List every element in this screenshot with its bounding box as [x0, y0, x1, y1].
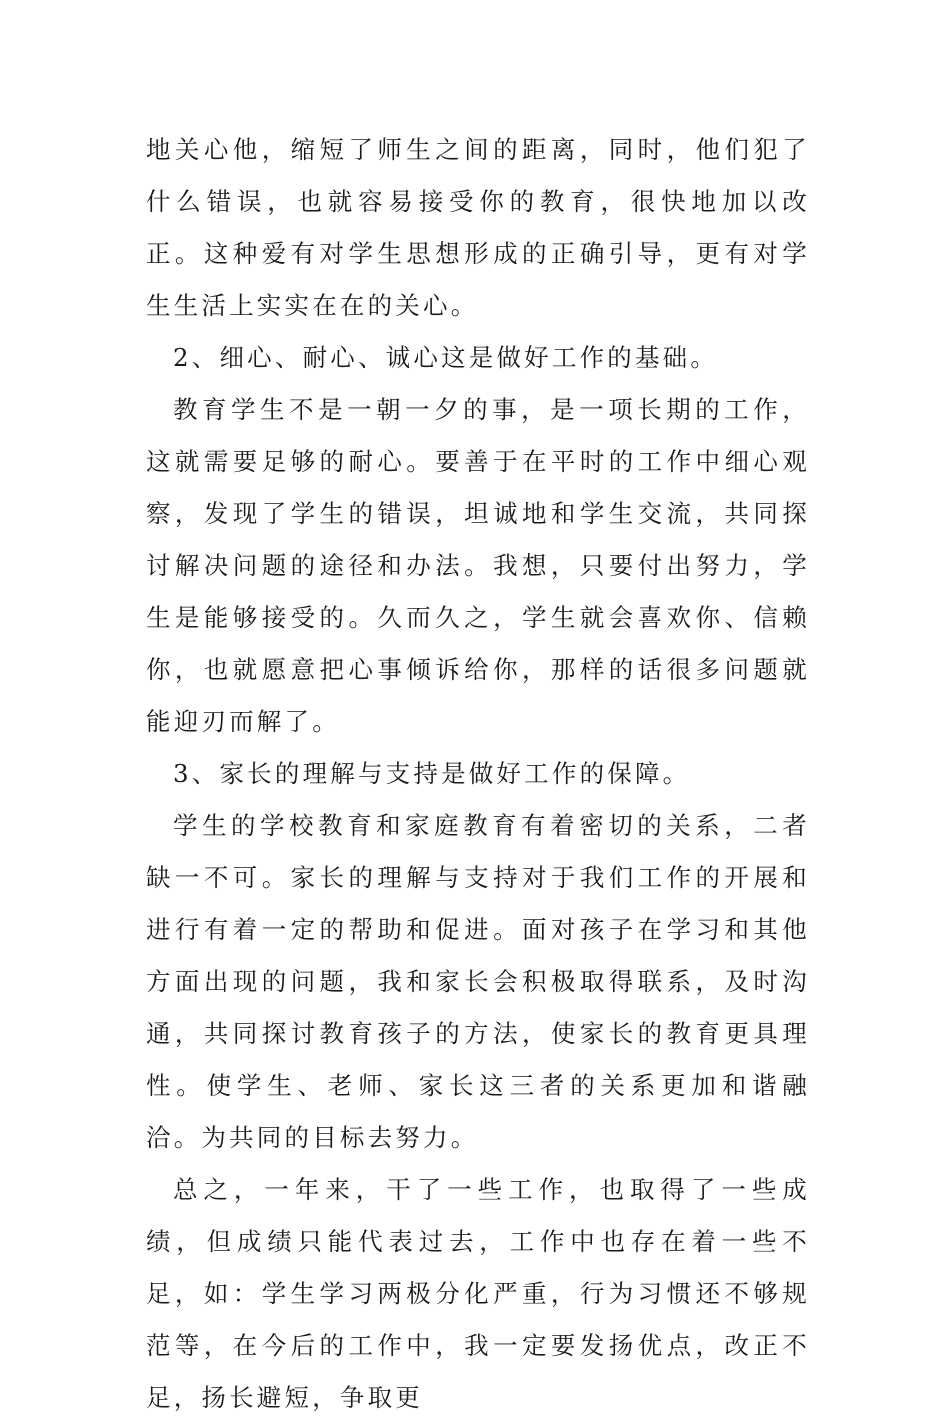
paragraph-parents: 学生的学校教育和家庭教育有着密切的关系，二者缺一不可。家长的理解与支持对于我们工作的开展和进行有着一定的帮助和促进。面对孩子在学习和其他方面出现的问题，我和家长会积极取得联系，及时沟通，共同探讨教育孩子的方法，使家长的教育更具理性。使学生、老师、家长这三者的关系更加和谐融洽。为共同的目标去努力。	[146, 811, 810, 1152]
paragraph-continuation: 地关心他，缩短了师生之间的距离，同时，他们犯了什么错误，也就容易接受你的教育，很快地加以改正。这种爱有对学生思想形成的正确引导，更有对学生生活上实实在在的关心。	[146, 135, 810, 320]
paragraph-summary: 总之，一年来，干了一些工作，也取得了一些成绩，但成绩只能代表过去，工作中也存在着一些不足，如：学生学习两极分化严重，行为习惯还不够规范等，在今后的工作中，我一定要发扬优点，改正不足，扬长避短，争取更	[146, 1175, 810, 1412]
paragraph-patience: 教育学生不是一朝一夕的事，是一项长期的工作，这就需要足够的耐心。要善于在平时的工作中细心观察，发现了学生的错误，坦诚地和学生交流，共同探讨解决问题的途径和办法。我想，只要付出努力，学生是能够接受的。久而久之，学生就会喜欢你、信赖你，也就愿意把心事倾诉给你，那样的话很多问题就能迎刃而解了。	[146, 395, 810, 736]
document-body	[146, 124, 810, 1424]
paragraph-heading-3: 3、家长的理解与支持是做好工作的保障。	[173, 759, 691, 788]
paragraph-heading-2: 2、细心、耐心、诚心这是做好工作的基础。	[173, 343, 719, 372]
